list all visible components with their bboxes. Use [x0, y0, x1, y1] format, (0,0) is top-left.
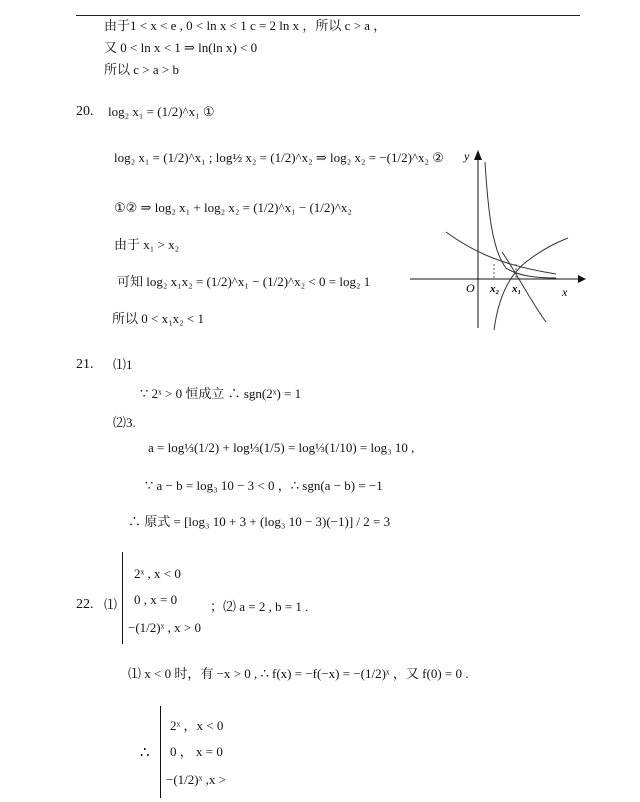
q22-solution-case-3: −(1/2)ˣ ,x >: [166, 772, 226, 787]
q20-inference: 可知 log₂ x₁x₂ = (1/2)^x₁ − (1/2)^x₂ < 0 = log₂ 1: [117, 274, 371, 289]
q22-therefore: ∴: [140, 745, 150, 761]
q20-equation-1: log₂ x₁ = (1/2)^x₁ ①: [108, 104, 215, 119]
q22-solution-case-2: 0 ， x = 0: [170, 744, 223, 759]
q22-part2-answer: ；⑵ a = 2 , b = 1 .: [210, 599, 309, 614]
q21-part1-label: ⑴1: [113, 357, 133, 372]
x1-label: x₁: [512, 283, 522, 295]
y-axis-label: y: [464, 149, 470, 163]
q21-part2-equation-2: ∵ a − b = log₃ 10 − 3 < 0 ，∴ sgn(a − b) = −1: [145, 478, 383, 493]
q22-solution-line: ⑴ x < 0 时，有 −x > 0 , ∴ f(x) = −f(−x) = −(1/2)ˣ ，又 f(0) = 0 .: [128, 666, 469, 681]
curve-steep-decreasing: [485, 162, 556, 278]
q20-graph: [406, 140, 590, 330]
q21-part2-label: ⑵3.: [113, 415, 136, 430]
q22-case-1: 2ˣ , x < 0: [134, 566, 181, 581]
q22-case-3: −(1/2)ˣ , x > 0: [128, 620, 201, 635]
question-number-20: 20.: [76, 104, 94, 119]
reasoning-line-1: 由于1 < x < e , 0 < ln x < 1 c = 2 ln x ，所以 c > a ，: [104, 18, 387, 33]
question-number-22: 22.: [76, 597, 94, 612]
curve-log-increasing: [494, 238, 568, 330]
q20-condition: 由于 x₁ > x₂: [114, 237, 180, 252]
curve-lower-decreasing: [502, 252, 546, 322]
q22-solution-case-1: 2ˣ ，x < 0: [170, 718, 224, 733]
question-number-21: 21.: [76, 357, 94, 372]
q22-part1-label: ⑴: [104, 597, 118, 612]
top-rule: [76, 15, 580, 16]
y-axis-arrow: [474, 150, 482, 160]
q22-piecewise-brace: [122, 552, 123, 644]
q22-solution-brace: [160, 706, 161, 798]
q22-case-2: 0 , x = 0: [134, 592, 178, 607]
reasoning-line-3: 所以 c > a > b: [104, 62, 179, 77]
x-axis-label: x: [562, 285, 568, 299]
reasoning-line-2: 又 0 < ln x < 1 ⇒ ln(ln x) < 0: [104, 40, 258, 55]
x2-label: x₂: [490, 283, 500, 295]
x-axis-arrow: [578, 275, 586, 283]
q21-part2-equation-3: ∴ 原式 = [log₃ 10 + 3 + (log₃ 10 − 3)(−1)] / 2 = 3: [128, 514, 391, 529]
q21-part1-equation: ∵ 2ˣ > 0 恒成立 ∴ sgn(2ˣ) = 1: [140, 386, 302, 401]
origin-label: O: [466, 281, 475, 295]
q21-part2-equation-1: a = log⅓(1/2) + log⅓(1/5) = log⅓(1/10) = log₃ 10 ,: [148, 440, 415, 455]
q20-conclusion: 所以 0 < x₁x₂ < 1: [112, 311, 204, 326]
q20-equation-3: ①② ⇒ log₂ x₁ + log₂ x₂ = (1/2)^x₁ − (1/2)^x₂: [114, 200, 352, 215]
q20-equation-2: log₂ x₁ = (1/2)^x₁ ; log½ x₂ = (1/2)^x₂ ⇒ log₂ x₂ = −(1/2)^x₂ ②: [114, 150, 444, 165]
